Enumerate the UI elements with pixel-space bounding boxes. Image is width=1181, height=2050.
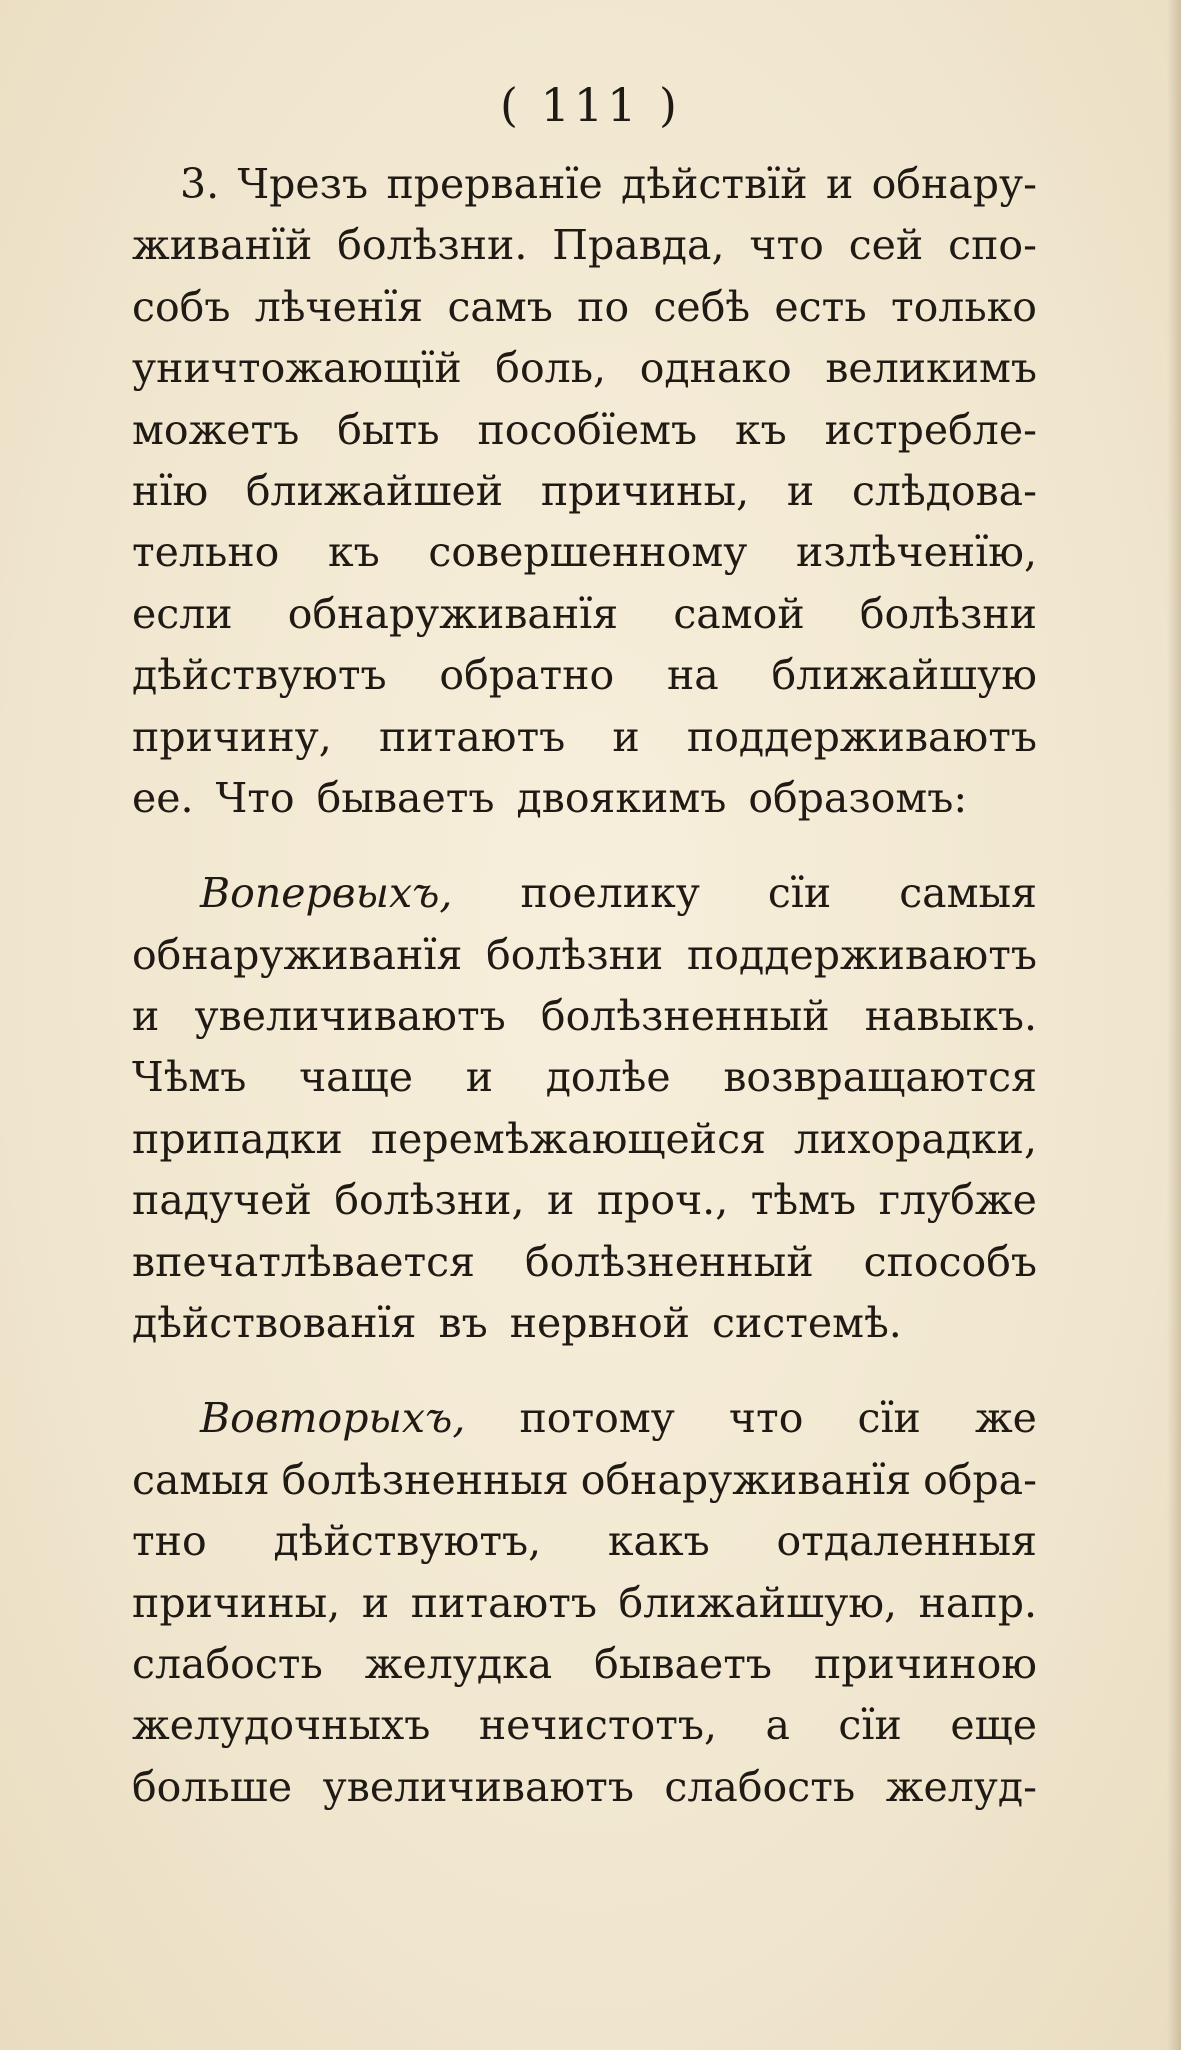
word: тѣмъ — [750, 1176, 857, 1225]
text-line — [132, 931, 1037, 992]
word: что — [749, 221, 824, 270]
body-text — [132, 160, 1037, 1824]
word: только — [890, 282, 1037, 331]
text-line — [132, 344, 1037, 405]
word: поддерживаютъ — [686, 930, 1037, 979]
text-line — [132, 1115, 1037, 1176]
word: причину, — [132, 712, 332, 761]
paragraph-gap — [132, 1360, 1037, 1394]
word: дѣйствуютъ — [132, 651, 387, 700]
text-line — [132, 283, 1037, 344]
word: бываетъ — [316, 773, 495, 822]
word: желудка — [364, 1639, 553, 1688]
word: Чрезъ — [237, 160, 369, 208]
word: къ — [735, 405, 787, 454]
word: поддерживаютъ — [686, 712, 1037, 761]
paragraph — [132, 1394, 1037, 1824]
word: болѣзни. — [337, 221, 528, 270]
word: и — [547, 1176, 575, 1225]
word: отдаленныя — [776, 1517, 1037, 1566]
word: обнаруживанїя — [580, 1455, 912, 1504]
word: обнару- — [871, 160, 1037, 208]
word: увеличиваютъ — [322, 1762, 634, 1811]
word: слабость — [132, 1639, 323, 1688]
word: глубже — [878, 1176, 1037, 1225]
text-line — [132, 1763, 1037, 1824]
word: перемѣжающейся — [370, 1114, 766, 1163]
word: поелику — [520, 869, 700, 918]
word: лихорадки, — [793, 1114, 1037, 1163]
word: системѣ. — [711, 1299, 902, 1348]
word: великимъ — [825, 344, 1037, 393]
word: слабость — [664, 1762, 856, 1811]
word: болѣзненный — [540, 992, 830, 1041]
word: излѣченїю, — [796, 528, 1037, 577]
text-line — [132, 467, 1037, 528]
word: впечатлѣвается — [132, 1237, 475, 1286]
word: ее. — [132, 773, 194, 822]
text-line — [132, 1176, 1037, 1237]
word: причины, — [132, 1578, 341, 1627]
text-line — [132, 1394, 1037, 1455]
word: питаютъ — [410, 1578, 597, 1627]
word: боль, — [495, 344, 607, 393]
word: Вопервыхъ, — [200, 869, 453, 918]
word: и — [132, 992, 160, 1041]
word: и — [612, 712, 640, 761]
word: дѣйствїй — [621, 160, 808, 208]
text-line — [132, 1238, 1037, 1299]
word: Чѣмъ — [132, 1053, 247, 1102]
word: увеличиваютъ — [194, 992, 506, 1041]
word: потому — [519, 1394, 675, 1443]
word: причины, — [540, 466, 750, 515]
text-line — [132, 1299, 1037, 1360]
text-line — [132, 992, 1037, 1053]
word: дѣйствованїя — [132, 1299, 417, 1348]
word: какъ — [607, 1517, 710, 1566]
word: нечистотъ, — [478, 1701, 717, 1750]
word: питаютъ — [379, 712, 566, 761]
word: сей — [848, 221, 924, 270]
word: на — [666, 651, 719, 700]
word: самыя — [132, 1455, 270, 1504]
word: есть — [774, 282, 867, 331]
word: ближайшую, — [618, 1578, 898, 1627]
word: лѣченїя — [254, 282, 424, 331]
word: желудочныхъ — [132, 1701, 431, 1750]
text-line — [132, 590, 1037, 651]
word: собъ — [132, 282, 231, 331]
word: самыя — [899, 869, 1037, 918]
word: чаще — [299, 1053, 414, 1102]
word: желуд- — [885, 1762, 1037, 1811]
word: болѣзни — [486, 930, 664, 979]
word: больше — [132, 1762, 293, 1811]
word: нїю — [132, 466, 209, 515]
word: быть — [337, 405, 440, 454]
word: самой — [673, 589, 805, 638]
word: сїи — [767, 869, 832, 918]
word: проч., — [596, 1176, 729, 1225]
text-line — [132, 1053, 1037, 1114]
text-line — [132, 160, 1037, 221]
word: ближайшей — [245, 466, 504, 515]
word: живанїй — [132, 221, 313, 270]
word: возвращаются — [723, 1053, 1037, 1102]
word: однако — [639, 344, 792, 393]
word: бываетъ — [594, 1639, 773, 1688]
word: слѣдова- — [851, 466, 1037, 515]
word: спо- — [948, 221, 1037, 270]
word: самъ — [447, 282, 553, 331]
word: болѣзни — [859, 589, 1037, 638]
word: совершенному — [428, 528, 748, 577]
text-line — [132, 774, 1037, 835]
text-line — [132, 406, 1037, 467]
word: и — [465, 1053, 494, 1102]
word: долѣе — [545, 1053, 671, 1102]
word: еще — [950, 1701, 1037, 1750]
word: напр. — [918, 1578, 1037, 1627]
word: припадки — [132, 1114, 343, 1163]
word: сїи — [838, 1701, 902, 1750]
word: и — [825, 160, 854, 208]
word: Вовторыхъ, — [200, 1394, 466, 1443]
word: Правда, — [552, 221, 725, 270]
text-line — [132, 869, 1037, 930]
word: ближайшую — [771, 651, 1037, 700]
word: что — [728, 1394, 804, 1443]
word: причиною — [813, 1639, 1037, 1688]
word: истребле- — [824, 405, 1037, 454]
word: болѣзненный — [524, 1237, 814, 1286]
text-line — [132, 221, 1037, 282]
text-line — [132, 528, 1037, 589]
word: способъ — [863, 1237, 1037, 1286]
word: если — [132, 589, 233, 638]
word: тно — [132, 1517, 207, 1566]
text-line — [132, 1456, 1037, 1517]
word: навыкъ. — [864, 992, 1037, 1041]
word: можетъ — [132, 405, 300, 454]
word: уничтожающїй — [132, 344, 462, 393]
word: тельно — [132, 528, 280, 577]
paragraph — [132, 160, 1037, 835]
page-edge-shadow — [1167, 0, 1181, 2050]
word: Что — [215, 773, 295, 822]
text-line — [132, 1640, 1037, 1701]
word: по — [577, 282, 630, 331]
word: прерванїе — [386, 160, 603, 208]
word: 3. — [180, 160, 220, 208]
word: обнаруживанїя — [132, 930, 463, 979]
text-line — [132, 1517, 1037, 1578]
word: къ — [327, 528, 380, 577]
word: и — [786, 466, 815, 515]
word: же — [974, 1394, 1037, 1443]
word: болѣзни, — [334, 1176, 525, 1225]
paragraph-gap — [132, 835, 1037, 869]
word: обра- — [923, 1455, 1037, 1504]
paragraph — [132, 869, 1037, 1360]
page-number: ( 111 ) — [500, 78, 681, 132]
word: себѣ — [653, 282, 751, 331]
text-line — [132, 713, 1037, 774]
word: двоякимъ — [516, 773, 727, 822]
word: болѣзненныя — [281, 1455, 569, 1504]
text-line — [132, 651, 1037, 712]
word: а — [765, 1701, 790, 1750]
word: дѣйствуютъ, — [273, 1517, 542, 1566]
text-line — [132, 1701, 1037, 1762]
word: сїи — [857, 1394, 921, 1443]
word: пособїемъ — [477, 405, 698, 454]
text-line — [132, 1579, 1037, 1640]
word: въ — [438, 1299, 488, 1348]
word: обнаруживанїя — [287, 589, 619, 638]
word: нервной — [509, 1299, 690, 1348]
word: и — [361, 1578, 390, 1627]
word: обратно — [439, 651, 615, 700]
word: образомъ: — [748, 773, 968, 822]
word: падучей — [132, 1176, 312, 1225]
